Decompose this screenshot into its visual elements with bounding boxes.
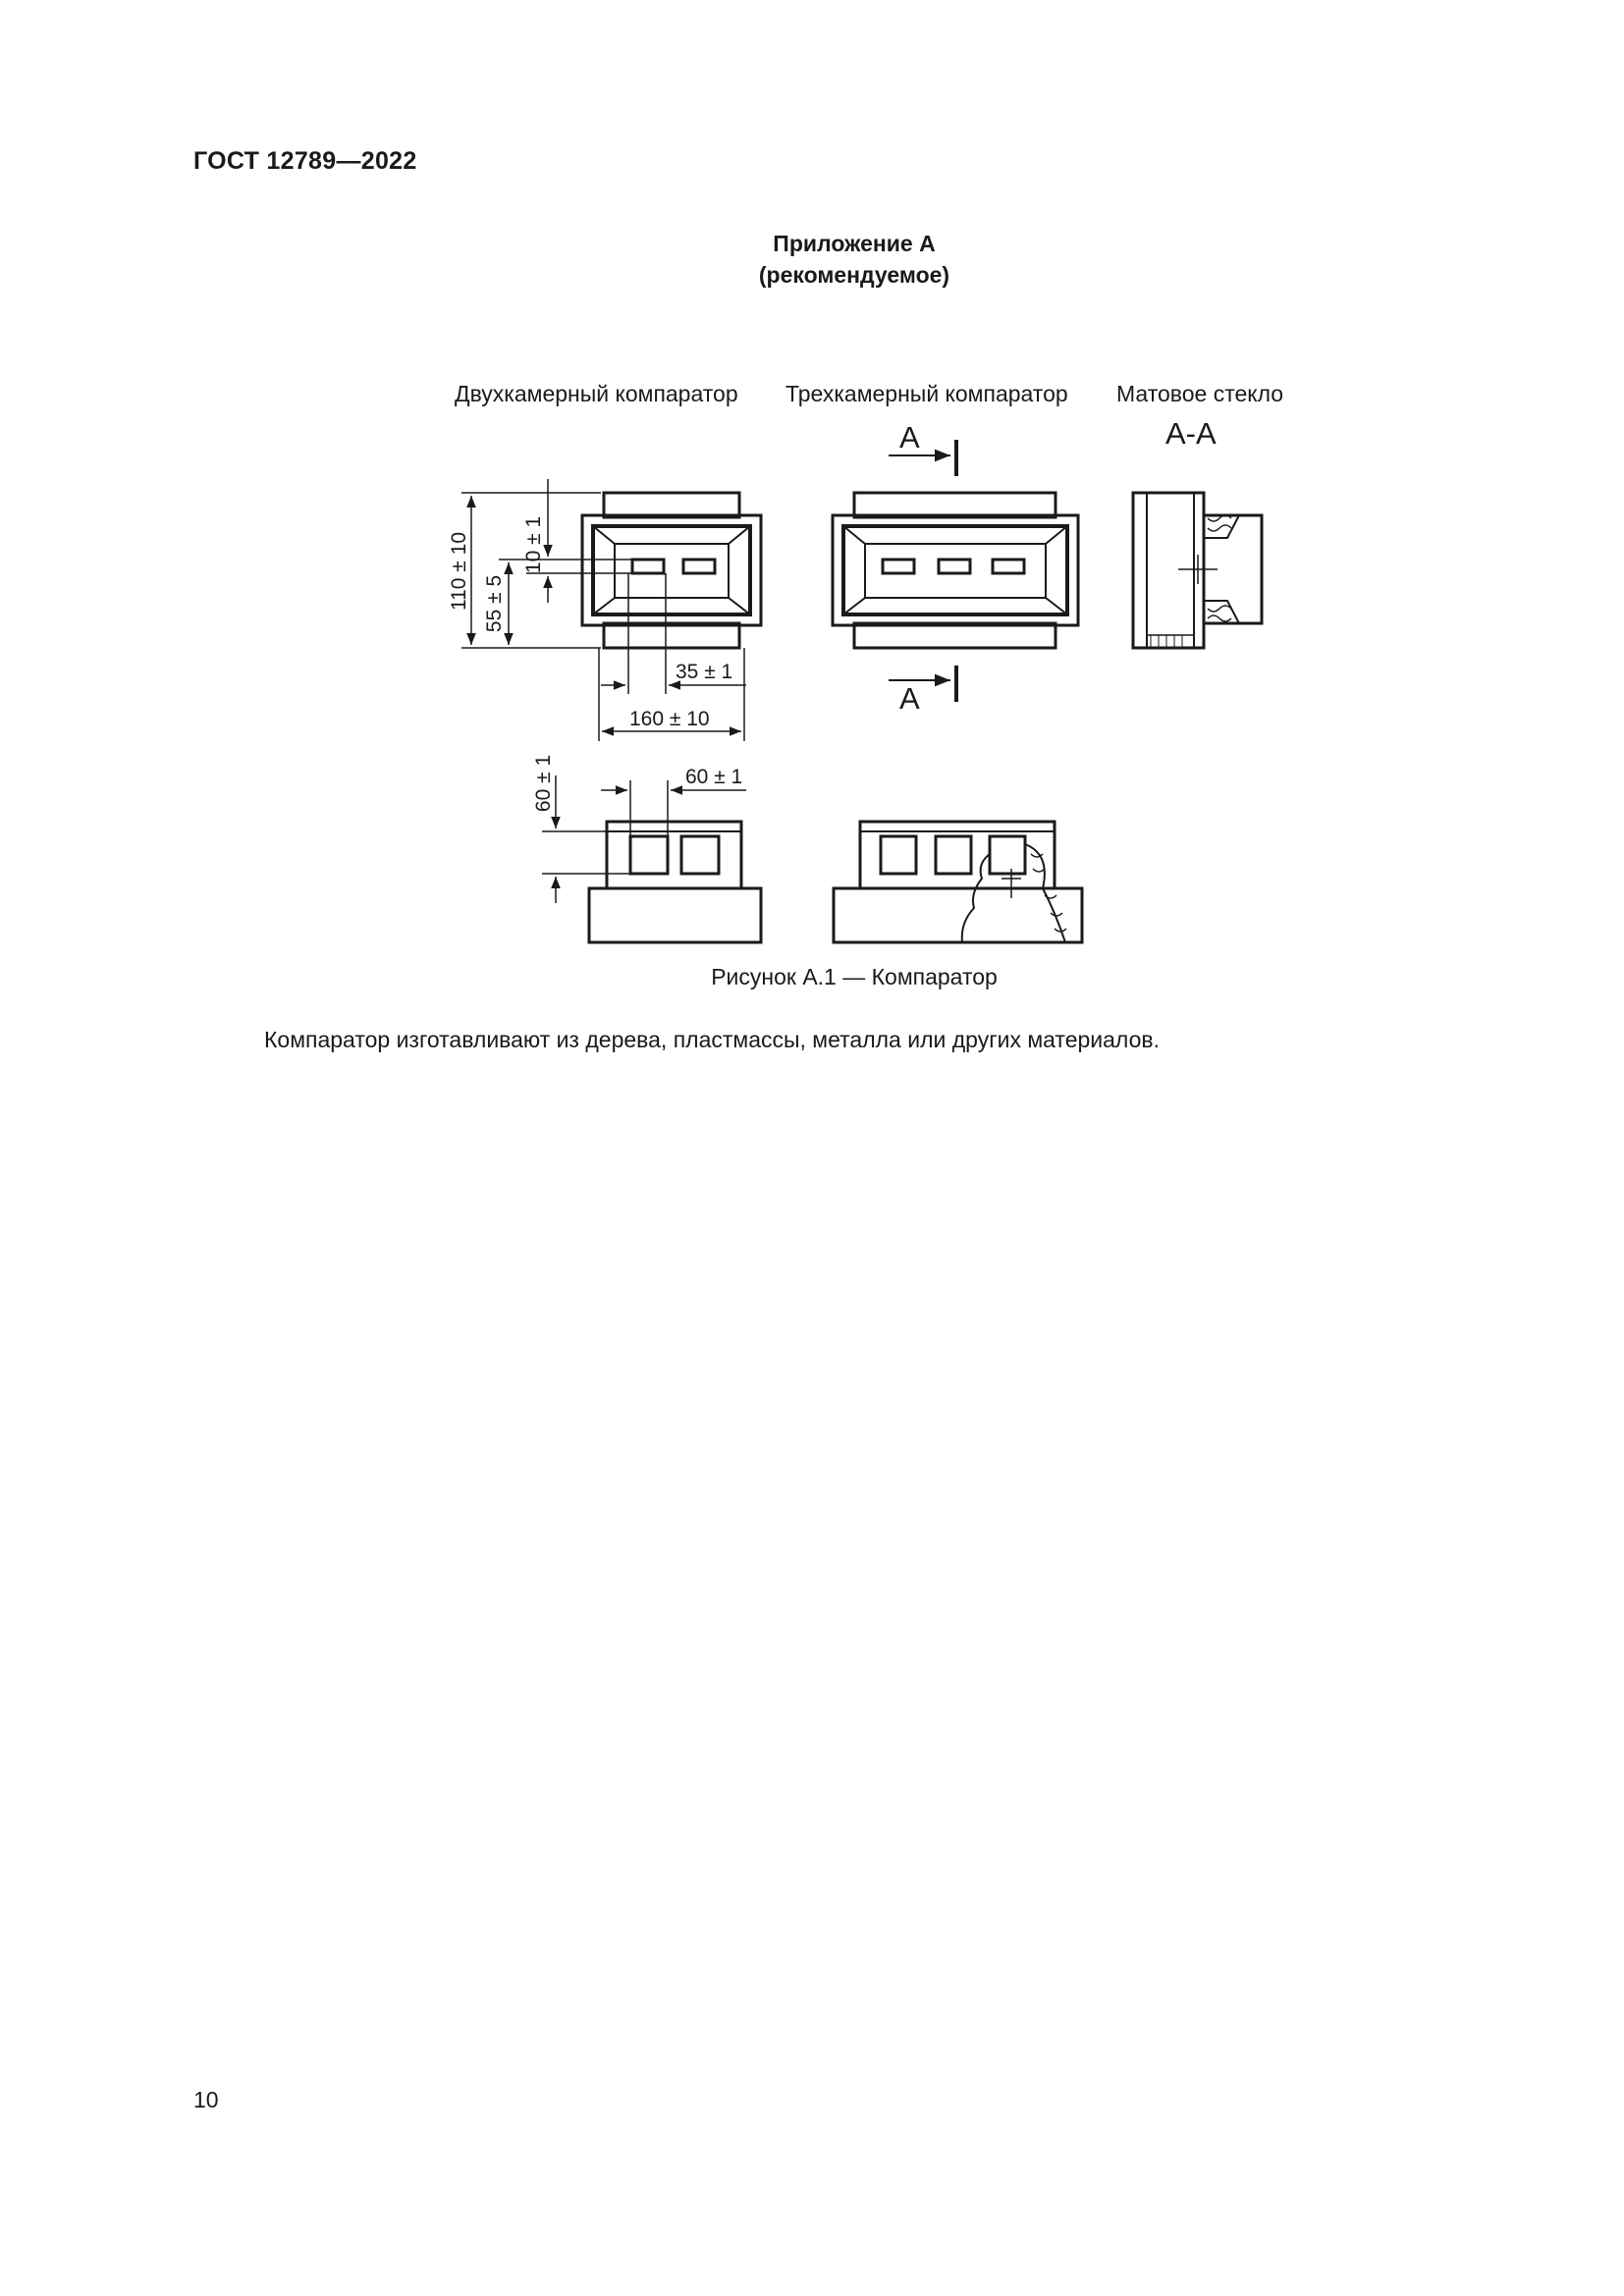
three-chamber-plan: [833, 493, 1078, 648]
dim-160: 160 ± 10: [629, 708, 710, 730]
label-section-aa: А-А: [1165, 416, 1217, 451]
label-three-chamber: Трехкамерный компаратор: [785, 381, 1068, 406]
label-matte-glass: Матовое стекло: [1116, 381, 1284, 406]
two-chamber-front: [589, 822, 761, 942]
section-aa-view: [1133, 493, 1262, 648]
dim-10: 10 ± 1: [522, 515, 545, 574]
front-dimension-lines: [542, 775, 746, 903]
section-mark-bottom-label: А: [899, 681, 920, 716]
document-code: ГОСТ 12789—2022: [193, 147, 417, 175]
section-mark-top-label: А: [899, 420, 920, 454]
dim-60-vertical: 60 ± 1: [532, 754, 555, 813]
annex-title: Приложение А: [773, 231, 936, 256]
annex-status: (рекомендуемое): [758, 262, 950, 288]
figure-caption: Рисунок А.1 — Компаратор: [711, 964, 998, 989]
two-chamber-plan: [582, 493, 761, 648]
page-number: 10: [193, 2087, 219, 2112]
three-chamber-front: [834, 822, 1082, 942]
dim-55: 55 ± 5: [483, 574, 506, 633]
dim-35: 35 ± 1: [676, 661, 733, 683]
body-paragraph: Компаратор изготавливают из дерева, пластмассы, металла или других материалов.: [264, 1027, 1161, 1052]
dim-60-horizontal: 60 ± 1: [685, 766, 743, 788]
label-two-chamber: Двухкамерный компаратор: [455, 381, 738, 406]
section-marks: [889, 440, 956, 702]
dim-110: 110 ± 10: [448, 531, 470, 612]
